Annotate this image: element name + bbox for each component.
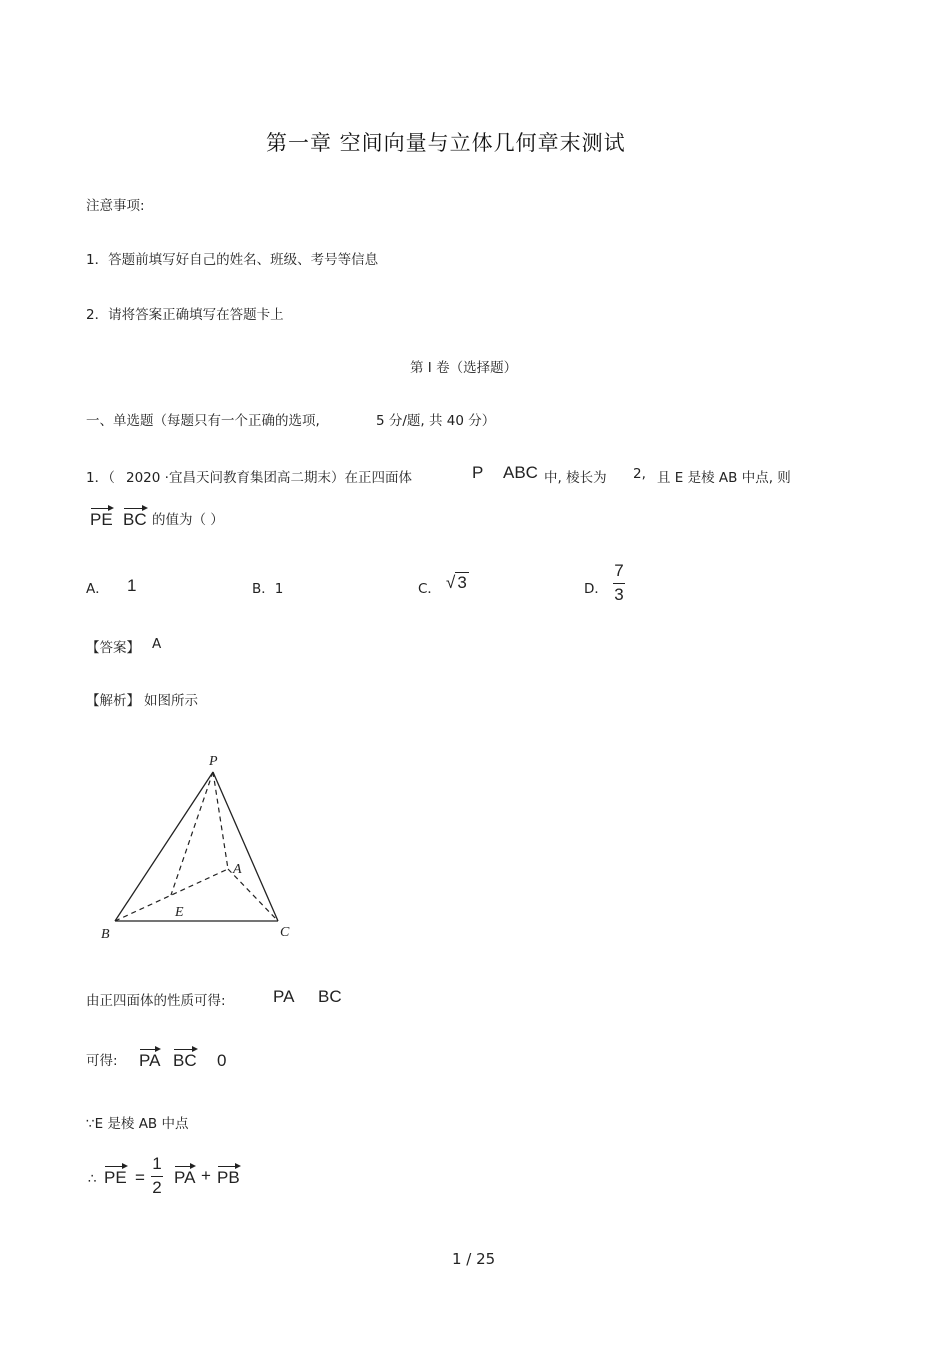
step-2-text: 可得:: [86, 1053, 118, 1069]
edge-pc: [213, 772, 278, 921]
notes-item-2: 2．请将答案正确填写在答题卡上: [86, 307, 284, 323]
vertex-label-a: A: [233, 862, 242, 877]
sqrt-icon: √: [446, 573, 456, 592]
option-d-fraction: $\frac{7}{3}$: [614, 561, 624, 604]
step-2-zero: 0: [217, 1051, 227, 1070]
step-4-vec-pb: PB: [217, 1168, 240, 1187]
step-4-vec-pe: PE: [104, 1168, 127, 1187]
step-2-vec-bc: BC: [173, 1051, 197, 1070]
notes-heading: 注意事项:: [86, 198, 145, 214]
option-b-label: B．1: [252, 581, 284, 597]
vertex-label-b: B: [101, 927, 110, 942]
question-text-end: 的值为（ ）: [152, 512, 224, 528]
step-1-pa: PA: [273, 987, 295, 1006]
question-number: 1．（: [86, 470, 115, 486]
vector-bc: BC: [123, 510, 147, 529]
tetrahedron-figure: [95, 745, 305, 945]
option-d-label: D．: [584, 581, 608, 597]
vertex-label-c: C: [280, 925, 290, 940]
tetra-abc: ABC: [503, 463, 538, 482]
edge-pb: [115, 772, 213, 921]
option-a-label: A．: [86, 581, 109, 597]
page-number: 1 / 25: [452, 1250, 496, 1268]
question-source: 2020 ·宜昌天问教育集团高二期末）在正四面体: [126, 470, 412, 486]
edge-length: 2,: [633, 466, 646, 482]
notes-item-1: 1．答题前填写好自己的姓名、班级、考号等信息: [86, 252, 379, 268]
point-label-e: E: [175, 905, 184, 920]
answer-value: A: [152, 636, 162, 652]
step-4-vec-pa: PA: [174, 1168, 196, 1187]
step-4-prefix: ∴: [88, 1171, 97, 1187]
vector-pe: PE: [90, 510, 113, 529]
analysis-text: 如图所示: [144, 693, 198, 709]
edge-pa: [213, 772, 228, 869]
step-4-plus: +: [201, 1166, 211, 1185]
segment-pe: [171, 772, 213, 895]
section-points: 5 分/题, 共 40 分）: [376, 413, 496, 429]
step-4-equals: =: [135, 1168, 145, 1187]
question-text-mid: 中, 棱长为: [544, 470, 607, 486]
tetra-p: P: [472, 463, 484, 482]
option-a-value: 1: [127, 576, 137, 595]
answer-label: 【答案】: [86, 640, 140, 656]
step-4-fraction: $\frac{1}{2}$: [152, 1154, 162, 1197]
step-1-bc: BC: [318, 987, 342, 1006]
analysis-label: 【解析】: [86, 693, 140, 709]
step-3-text: ∵E 是棱 AB 中点: [86, 1116, 189, 1132]
volume-heading: 第 I 卷（选择题）: [410, 360, 518, 376]
option-c-value: √ 3: [446, 573, 467, 592]
step-2-vec-pa: PA: [139, 1051, 161, 1070]
option-c-label: C．: [418, 581, 441, 597]
question-text-e: 且 E 是棱 AB 中点, 则: [657, 470, 791, 486]
step-1-text: 由正四面体的性质可得:: [86, 993, 226, 1009]
section-heading: 一、单选题（每题只有一个正确的选项,: [86, 413, 320, 429]
page-title: 第一章 空间向量与立体几何章末测试: [266, 131, 626, 155]
vertex-label-p: P: [209, 754, 218, 769]
